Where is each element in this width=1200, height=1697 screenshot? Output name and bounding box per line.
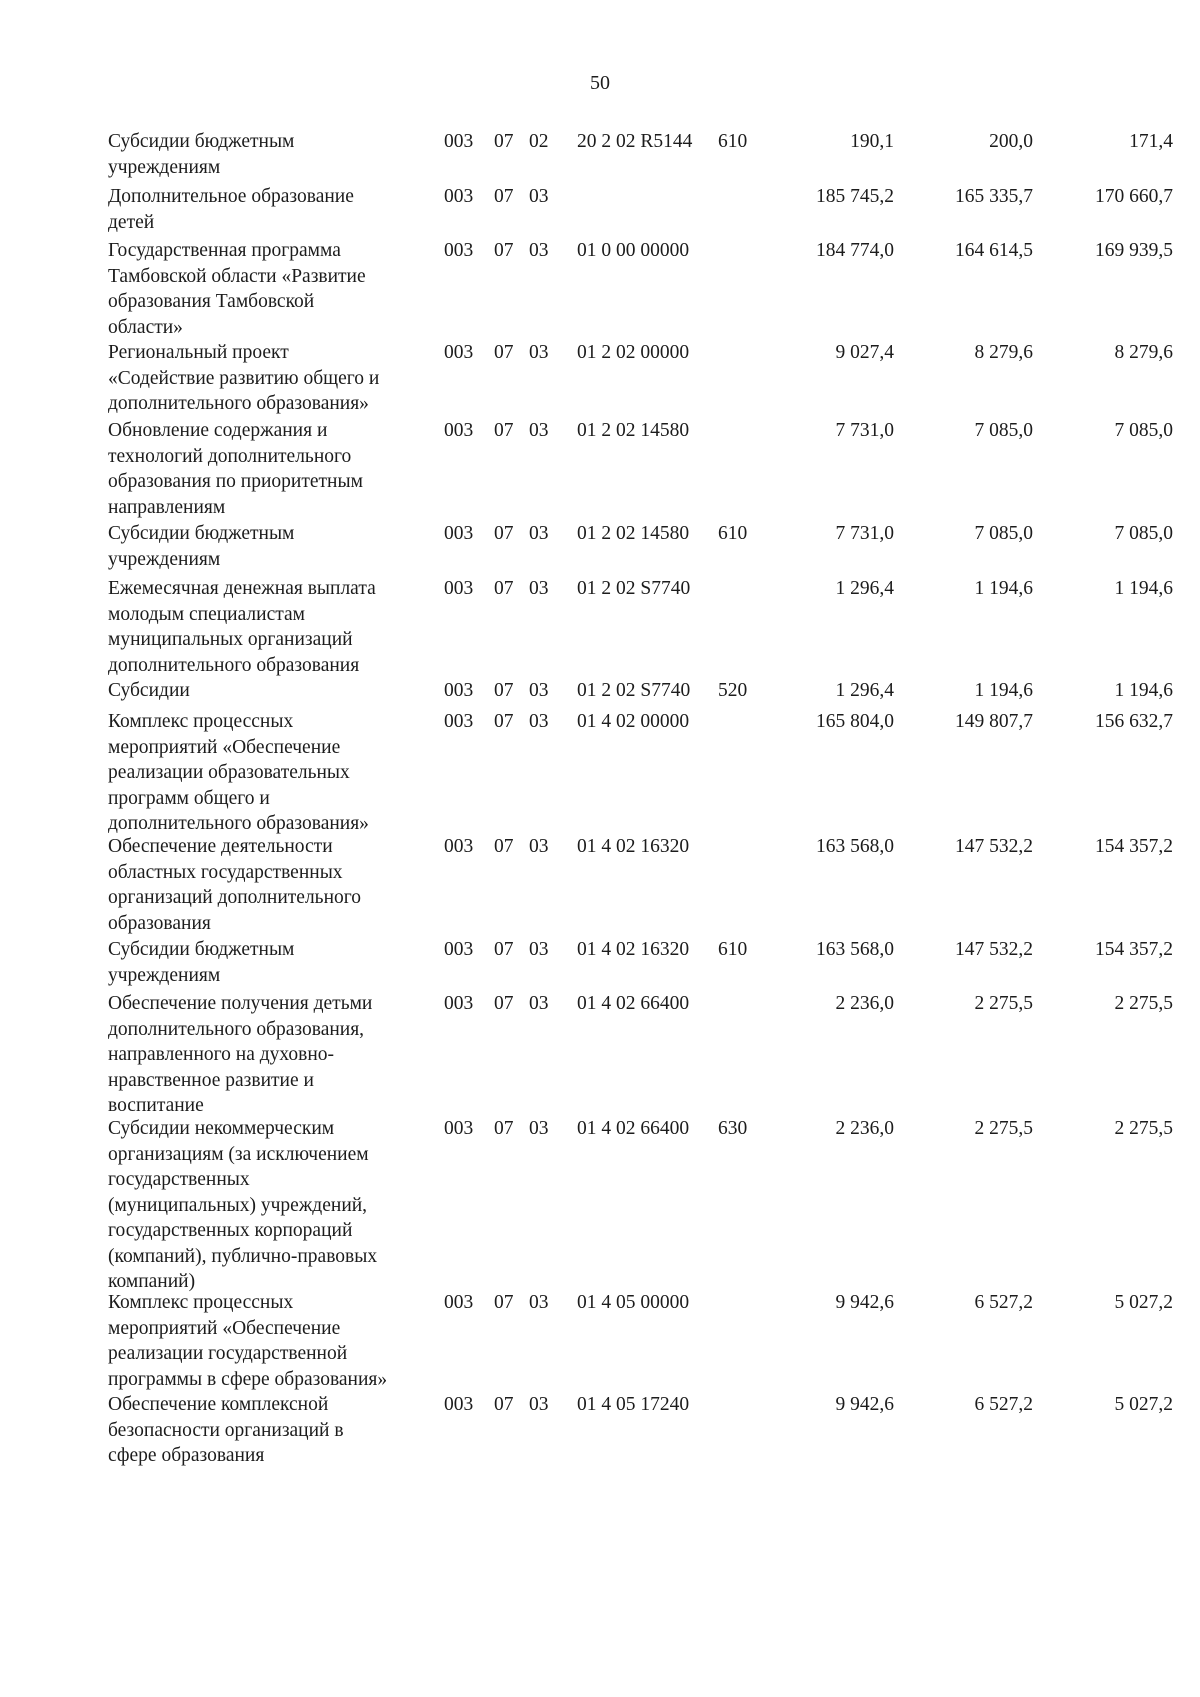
- target-article-code: 01 4 05 00000: [577, 1292, 690, 1313]
- row-name-line: компаний): [108, 1271, 196, 1292]
- row-name-line: Обеспечение получения детьми: [108, 993, 373, 1014]
- row-name-line: дополнительного образования»: [108, 813, 369, 834]
- target-article-code: 01 4 02 66400: [577, 1118, 690, 1139]
- target-article-code: 20 2 02 R5144: [577, 131, 693, 152]
- row-name-line: учреждениям: [108, 964, 221, 986]
- amount-year-3: 169 939,5: [1095, 240, 1173, 261]
- row-name: [108, 834, 438, 936]
- amount-year-3: 1 194,6: [1114, 578, 1173, 599]
- ministry-code: 003: [444, 680, 474, 701]
- subsection-code: 03: [529, 240, 549, 261]
- amount-year-1: 185 745,2: [816, 186, 894, 207]
- amount-year-3: 2 275,5: [1114, 993, 1173, 1014]
- amount-year-3: 7 085,0: [1114, 420, 1173, 441]
- ministry-code: 003: [444, 1292, 474, 1313]
- target-article-code: 01 2 02 14580: [577, 523, 690, 544]
- amount-year-2: 7 085,0: [974, 420, 1033, 441]
- subsection-code: 02: [529, 131, 549, 152]
- subsection-code: 03: [529, 420, 549, 441]
- amount-year-2: 8 279,6: [974, 342, 1033, 363]
- amount-year-2: 1 194,6: [974, 680, 1033, 701]
- subsection-code: 03: [529, 939, 549, 960]
- amount-year-3: 5 027,2: [1114, 1292, 1173, 1313]
- section-code: 07: [494, 342, 514, 363]
- target-article-code: 01 2 02 00000: [577, 342, 690, 363]
- row-name: [108, 184, 438, 235]
- section-code: 07: [494, 1394, 514, 1415]
- amount-year-3: 170 660,7: [1095, 186, 1173, 207]
- target-article-code: 01 0 00 00000: [577, 240, 690, 261]
- ministry-code: 003: [444, 578, 474, 599]
- amount-year-1: 9 027,4: [835, 342, 894, 363]
- row-name-line: Региональный проект: [108, 342, 289, 363]
- ministry-code: 003: [444, 131, 474, 152]
- section-code: 07: [494, 836, 514, 857]
- amount-year-3: 156 632,7: [1095, 711, 1173, 732]
- ministry-code: 003: [444, 1394, 474, 1415]
- amount-year-2: 164 614,5: [955, 240, 1033, 261]
- ministry-code: 003: [444, 939, 474, 960]
- row-name-line: Обеспечение комплексной: [108, 1394, 329, 1415]
- row-name-line: направленного на духовно-: [108, 1044, 335, 1065]
- row-name-line: реализации образовательных: [108, 762, 350, 783]
- row-name: [108, 238, 438, 340]
- amount-year-1: 9 942,6: [835, 1292, 894, 1313]
- row-name-line: Комплекс процессных: [108, 1292, 294, 1313]
- section-code: 07: [494, 1292, 514, 1313]
- amount-year-2: 2 275,5: [974, 1118, 1033, 1139]
- ministry-code: 003: [444, 1118, 474, 1139]
- row-name-line: реализации государственной: [108, 1343, 348, 1364]
- subsection-code: 03: [529, 836, 549, 857]
- amount-year-1: 184 774,0: [816, 240, 894, 261]
- row-name-line: Субсидии бюджетным: [108, 523, 295, 544]
- page-number: 50: [590, 72, 610, 94]
- row-name: [108, 1290, 438, 1392]
- amount-year-3: 2 275,5: [1114, 1118, 1173, 1139]
- row-name-line: программы в сфере образования»: [108, 1368, 388, 1390]
- target-article-code: 01 4 02 16320: [577, 939, 690, 960]
- target-article-code: 01 2 02 S7740: [577, 680, 691, 701]
- row-name-line: Субсидии некоммерческим: [108, 1118, 335, 1139]
- row-name-line: образования: [108, 912, 211, 934]
- section-code: 07: [494, 939, 514, 960]
- amount-year-3: 154 357,2: [1095, 939, 1173, 960]
- row-name: [108, 1116, 438, 1295]
- amount-year-2: 2 275,5: [974, 993, 1033, 1014]
- amount-year-1: 7 731,0: [835, 420, 894, 441]
- row-name-line: сфере образования: [108, 1445, 265, 1466]
- amount-year-1: 2 236,0: [835, 993, 894, 1014]
- amount-year-3: 154 357,2: [1095, 836, 1173, 857]
- row-name-line: образования Тамбовской: [108, 291, 315, 312]
- ministry-code: 003: [444, 993, 474, 1014]
- row-name-line: Дополнительное образование: [108, 186, 354, 207]
- amount-year-3: 1 194,6: [1114, 680, 1173, 701]
- amount-year-1: 1 296,4: [835, 578, 894, 599]
- row-name-line: учреждениям: [108, 548, 221, 570]
- ministry-code: 003: [444, 240, 474, 261]
- row-name: [108, 937, 438, 988]
- amount-year-3: 7 085,0: [1114, 523, 1173, 544]
- row-name-line: муниципальных организаций: [108, 629, 353, 650]
- amount-year-1: 165 804,0: [816, 711, 894, 732]
- subsection-code: 03: [529, 1292, 549, 1313]
- row-name-line: мероприятий «Обеспечение: [108, 1317, 341, 1339]
- row-name-line: Субсидии бюджетным: [108, 939, 295, 960]
- row-name: [108, 576, 438, 678]
- row-name-line: государственных: [108, 1169, 250, 1190]
- target-article-code: 01 4 02 00000: [577, 711, 690, 732]
- amount-year-3: 8 279,6: [1114, 342, 1173, 363]
- row-name-line: программ общего и: [108, 787, 270, 809]
- amount-year-2: 165 335,7: [955, 186, 1033, 207]
- amount-year-1: 163 568,0: [816, 939, 894, 960]
- row-name-line: Государственная программа: [108, 240, 341, 261]
- ministry-code: 003: [444, 711, 474, 732]
- row-name-line: дополнительного образования: [108, 654, 360, 676]
- amount-year-2: 1 194,6: [974, 578, 1033, 599]
- row-name-line: мероприятий «Обеспечение: [108, 736, 341, 758]
- subsection-code: 03: [529, 578, 549, 599]
- amount-year-2: 149 807,7: [955, 711, 1033, 732]
- row-name-line: организаций дополнительного: [108, 887, 362, 908]
- amount-year-2: 6 527,2: [974, 1292, 1033, 1313]
- expense-type-code: 610: [718, 523, 748, 544]
- ministry-code: 003: [444, 420, 474, 441]
- expense-type-code: 520: [718, 680, 748, 701]
- row-name-line: Комплекс процессных: [108, 711, 294, 732]
- row-name: [108, 340, 438, 417]
- subsection-code: 03: [529, 1118, 549, 1139]
- amount-year-1: 1 296,4: [835, 680, 894, 701]
- row-name: [108, 678, 438, 704]
- expense-type-code: 610: [718, 939, 748, 960]
- subsection-code: 03: [529, 711, 549, 732]
- subsection-code: 03: [529, 1394, 549, 1415]
- ministry-code: 003: [444, 523, 474, 544]
- row-name-line: дополнительного образования,: [108, 1018, 365, 1040]
- row-name-line: Обновление содержания и: [108, 420, 328, 441]
- row-name: [108, 418, 438, 520]
- amount-year-2: 6 527,2: [974, 1394, 1033, 1415]
- subsection-code: 03: [529, 186, 549, 207]
- row-name: [108, 129, 438, 180]
- amount-year-2: 147 532,2: [955, 939, 1033, 960]
- row-name-line: образования по приоритетным: [108, 471, 363, 492]
- amount-year-1: 7 731,0: [835, 523, 894, 544]
- amount-year-2: 200,0: [989, 131, 1033, 152]
- row-name-line: направлениям: [108, 496, 226, 518]
- subsection-code: 03: [529, 993, 549, 1014]
- row-name: [108, 991, 438, 1119]
- section-code: 07: [494, 993, 514, 1014]
- row-name-line: областных государственных: [108, 861, 343, 883]
- amount-year-1: 190,1: [850, 131, 894, 152]
- amount-year-1: 2 236,0: [835, 1118, 894, 1139]
- subsection-code: 03: [529, 342, 549, 363]
- row-name-line: «Содействие развитию общего и: [108, 367, 380, 389]
- row-name-line: (муниципальных) учреждений,: [108, 1194, 368, 1216]
- amount-year-3: 5 027,2: [1114, 1394, 1173, 1415]
- row-name-line: безопасности организаций в: [108, 1419, 344, 1441]
- amount-year-1: 163 568,0: [816, 836, 894, 857]
- row-name-line: нравственное развитие и: [108, 1069, 314, 1091]
- row-name-line: дополнительного образования»: [108, 393, 369, 414]
- target-article-code: 01 4 02 16320: [577, 836, 690, 857]
- row-name-line: (компаний), публично-правовых: [108, 1245, 378, 1267]
- row-name-line: учреждениям: [108, 156, 221, 178]
- row-name-line: Тамбовской области «Развитие: [108, 265, 366, 287]
- ministry-code: 003: [444, 836, 474, 857]
- row-name: [108, 521, 438, 572]
- section-code: 07: [494, 711, 514, 732]
- row-name-line: воспитание: [108, 1095, 204, 1116]
- row-name-line: Субсидии бюджетным: [108, 131, 295, 152]
- subsection-code: 03: [529, 680, 549, 701]
- ministry-code: 003: [444, 186, 474, 207]
- amount-year-3: 171,4: [1129, 131, 1173, 152]
- expense-type-code: 610: [718, 131, 748, 152]
- section-code: 07: [494, 240, 514, 261]
- ministry-code: 003: [444, 342, 474, 363]
- row-name: [108, 1392, 438, 1469]
- amount-year-1: 9 942,6: [835, 1394, 894, 1415]
- row-name-line: государственных корпораций: [108, 1220, 353, 1241]
- subsection-code: 03: [529, 523, 549, 544]
- section-code: 07: [494, 131, 514, 152]
- expense-type-code: 630: [718, 1118, 748, 1139]
- row-name-line: технологий дополнительного: [108, 445, 352, 467]
- row-name-line: детей: [108, 211, 155, 233]
- section-code: 07: [494, 186, 514, 207]
- row-name-line: Ежемесячная денежная выплата: [108, 578, 376, 599]
- row-name-line: Субсидии: [108, 680, 190, 701]
- row-name-line: молодым специалистам: [108, 603, 306, 625]
- row-name-line: Обеспечение деятельности: [108, 836, 333, 857]
- section-code: 07: [494, 578, 514, 599]
- section-code: 07: [494, 1118, 514, 1139]
- target-article-code: 01 4 05 17240: [577, 1394, 690, 1415]
- target-article-code: 01 2 02 14580: [577, 420, 690, 441]
- row-name-line: организациям (за исключением: [108, 1143, 369, 1165]
- amount-year-2: 7 085,0: [974, 523, 1033, 544]
- section-code: 07: [494, 420, 514, 441]
- row-name: [108, 709, 438, 837]
- section-code: 07: [494, 523, 514, 544]
- target-article-code: 01 2 02 S7740: [577, 578, 691, 599]
- row-name-line: области»: [108, 316, 183, 338]
- section-code: 07: [494, 680, 514, 701]
- amount-year-2: 147 532,2: [955, 836, 1033, 857]
- target-article-code: 01 4 02 66400: [577, 993, 690, 1014]
